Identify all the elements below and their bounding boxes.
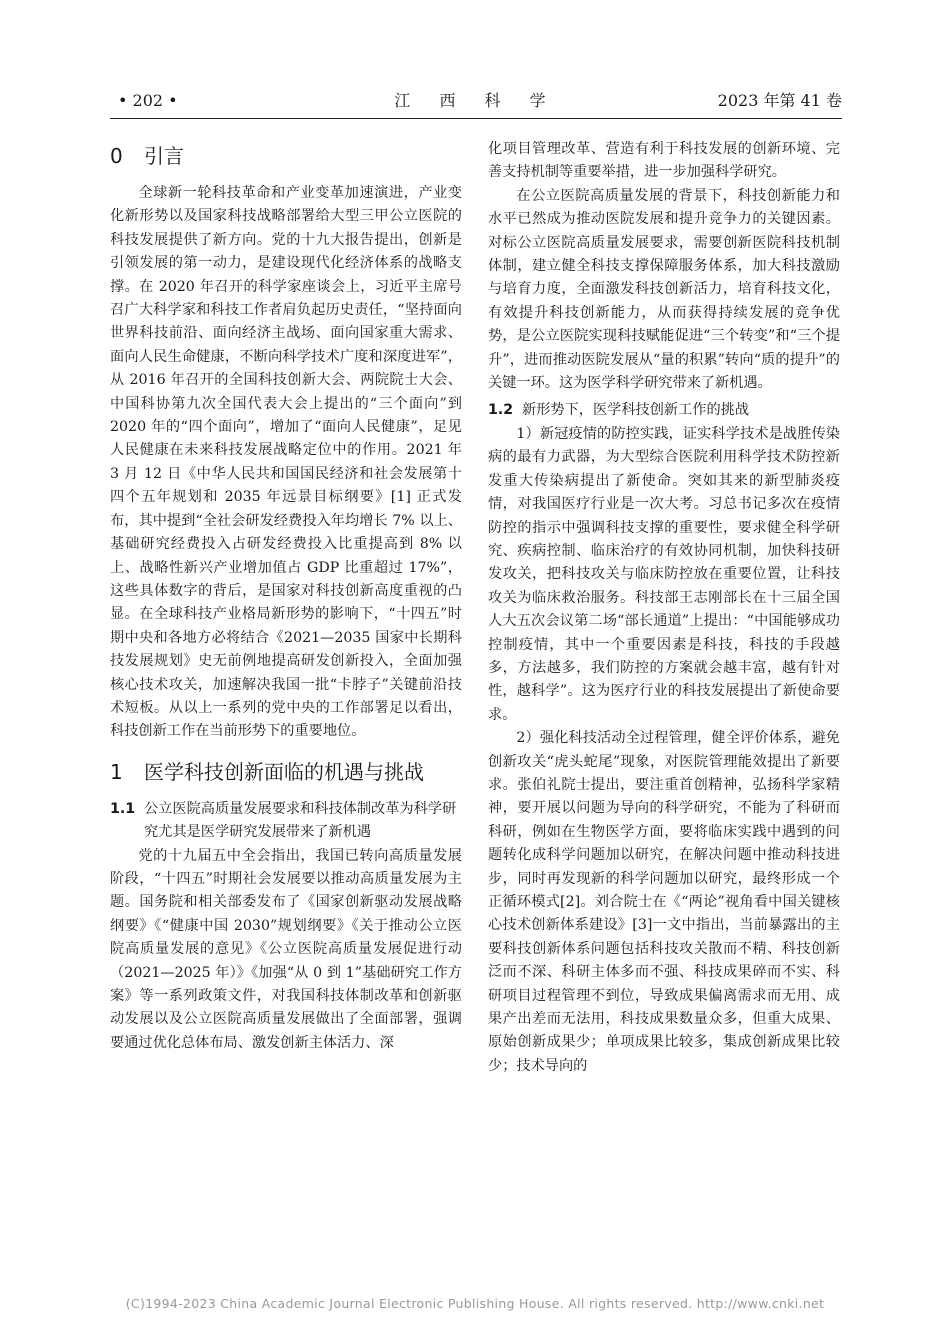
subsection-number: 1.1 <box>110 800 136 817</box>
left-column <box>110 138 462 1055</box>
paragraph-policy: 党的十九届五中全会指出，我国已转向高质量发展阶段，“十四五”时期社会发展要以推动高质量发展为主题。国务院和相关部委发布了《国家创新驱动发展战略纲要》《“健康中国 2030”规划纲要》《关于推动公立医院高质量发展的意见》《公立医院高质量发展促进行动（2021—2025 年）》《加强“从 0 到 1”基础研究工作方案》等一系列政策文件，对我国科技体制改革和创新驱动发展以及公立医院高质量发展做出了全面部署，强调要通过优化总体布局、激发创新主体活力、深 <box>110 847 462 1051</box>
section-number: 0 <box>110 144 123 168</box>
subsection-number: 1.2 <box>488 402 514 419</box>
right-column <box>488 138 840 1078</box>
section-0-heading <box>110 142 462 170</box>
page-number: • 202 • <box>118 91 178 110</box>
subsection-title: 公立医院高质量发展要求和科技体制改革为科学研究尤其是医学研究发展带来了新机遇 <box>144 800 457 841</box>
copyright-footer: (C)1994-2023 China Academic Journal Electronic Publishing House. All rights reserved. http://www.cnki.net <box>125 1296 825 1311</box>
paragraph-challenge-1: 1）新冠疫情的防控实践，证实科学技术是战胜传染病的最有力武器，为大型综合医院利用科学技术防控新发重大传染病提出了新使命。突如其来的新型肺炎疫情，对我国医疗行业是一次大考。习总书记多次在疫情防控的指示中强调科技支撑的重要性，要求健全科学研究、疾病控制、临床治疗的有效协同机制，加快科技研发攻关，把科技攻关与临床防控放在重要位置，让科技攻关为临床救治服务。科技部王志刚部长在十三届全国人大五次会议第二场“部长通道”上提出：“中国能够成功控制疫情，其中一个重要因素是科技，科技的手段越多，方法越多，我们防控的方案就会越丰富，越有针对性，越科学”。这为医疗行业的科技发展提出了新使命要求。 <box>488 425 840 723</box>
paragraph-continued: 化项目管理改革、营造有利于科技发展的创新环境、完善支持机制等重要举措，进一步加强科学研究。 <box>488 141 840 181</box>
subsection-1-2-heading <box>488 399 840 422</box>
section-title: 医学科技创新面临的机遇与挑战 <box>144 759 424 784</box>
journal-name: 江 西 科 学 <box>394 91 558 110</box>
section-1-heading <box>110 758 462 786</box>
section-number: 1 <box>110 759 123 784</box>
paragraph-challenge-2: 2）强化科技活动全过程管理，健全评价体系，避免创新攻关“虎头蛇尾”现象，对医院管理能效提出了新要求。张伯礼院士提出，要注重首创精神，弘扬科学家精神，要开展以问题为导向的科学研究，不能为了科研而科研，例如在生物医学方面，要将临床实践中遇到的问题转化成科学问题加以研究，在解决问题中推动科技进步，同时再发现新的科学问题加以研究，最终形成一个正循环模式[2]。刘合院士在《“两论”视角看中国关键核心技术创新体系建设》[3]一文中指出，当前暴露出的主要科技创新体系问题包括科技攻关散而不精、科技创新泛而不深、科研主体多而不强、科技成果碎而不实、科研项目过程管理不到位，导致成果偏离需求而无用、成果产出差而无法用，科技成果数量众多，但重大成果、原始创新成果少；单项成果比较多，集成创新成果比较少；技术导向的 <box>488 730 840 1074</box>
paragraph-intro: 全球新一轮科技革命和产业变革加速演进，产业变化新形势以及国家科技战略部署给大型三甲公立医院的科技发展提供了新方向。党的十九大报告提出，创新是引领发展的第一动力，是建设现代化经济体系的战略支撑。在 2020 年召开的科学家座谈会上，习近平主席号召广大科学家和科技工作者肩负起历史责任，“坚持面向世界科技前沿、面向经济主战场、面向国家重大需求、面向人民生命健康，不断向科学技术广度和深度进军”，从 2016 年召开的全国科技创新大会、两院院士大会、中国科协第九次全国代表大会上提出的“三个面向”到 2020 年的“四个面向”，增加了“面向人民健康”，足见人民健康在未来科技发展战略定位中的作用。2021 年 3 月 12 日《中华人民共和国国民经济和社会发展第十四个五年规划和 2035 年远景目标纲要》[1] 正式发布，其中提到“全社会研发经费投入年均增长 7% 以上、基础研究经费投入占研发经费投入比重提高到 8% 以上、战略性新兴产业增加值占 GDP 比重超过 17%”，这些具体数字的背后，是国家对科技创新高度重视的凸显。在全球科技产业格局新形势的影响下，“十四五”时期中央和各地方必将结合《2021—2035 国家中长期科技发展规划》史无前例地提高研发创新投入，全面加强核心技术攻关，加速解决我国一批“卡脖子”关键前沿技术短板。从以上一系列的党中央的工作部署足以看出，科技创新工作在当前形势下的重要地位。 <box>110 185 462 740</box>
paragraph-hospital: 在公立医院高质量发展的背景下，科技创新能力和水平已然成为推动医院发展和提升竞争力的关键因素。对标公立医院高质量发展要求，需要创新医院科技机制体制，建立健全科技支撑保障服务体系，加大科技激励与培育力度，全面激发科技创新活力，培育科技文化，有效提升科技创新能力，从而获得持续发展的竞争优势，是公立医院实现科技赋能促进“三个转变”和“三个提升”，进而推动医院发展从“量的积累”转向“质的提升”的关键一环。这为医学科学研究带来了新机遇。 <box>488 187 840 392</box>
section-title: 引言 <box>144 144 184 168</box>
page-header <box>110 86 842 116</box>
header-rule <box>110 118 842 119</box>
volume-info: 2023 年第 41 卷 <box>717 91 842 110</box>
subsection-title: 新形势下，医学科技创新工作的挑战 <box>522 402 750 419</box>
subsection-1-1-heading <box>110 798 462 845</box>
